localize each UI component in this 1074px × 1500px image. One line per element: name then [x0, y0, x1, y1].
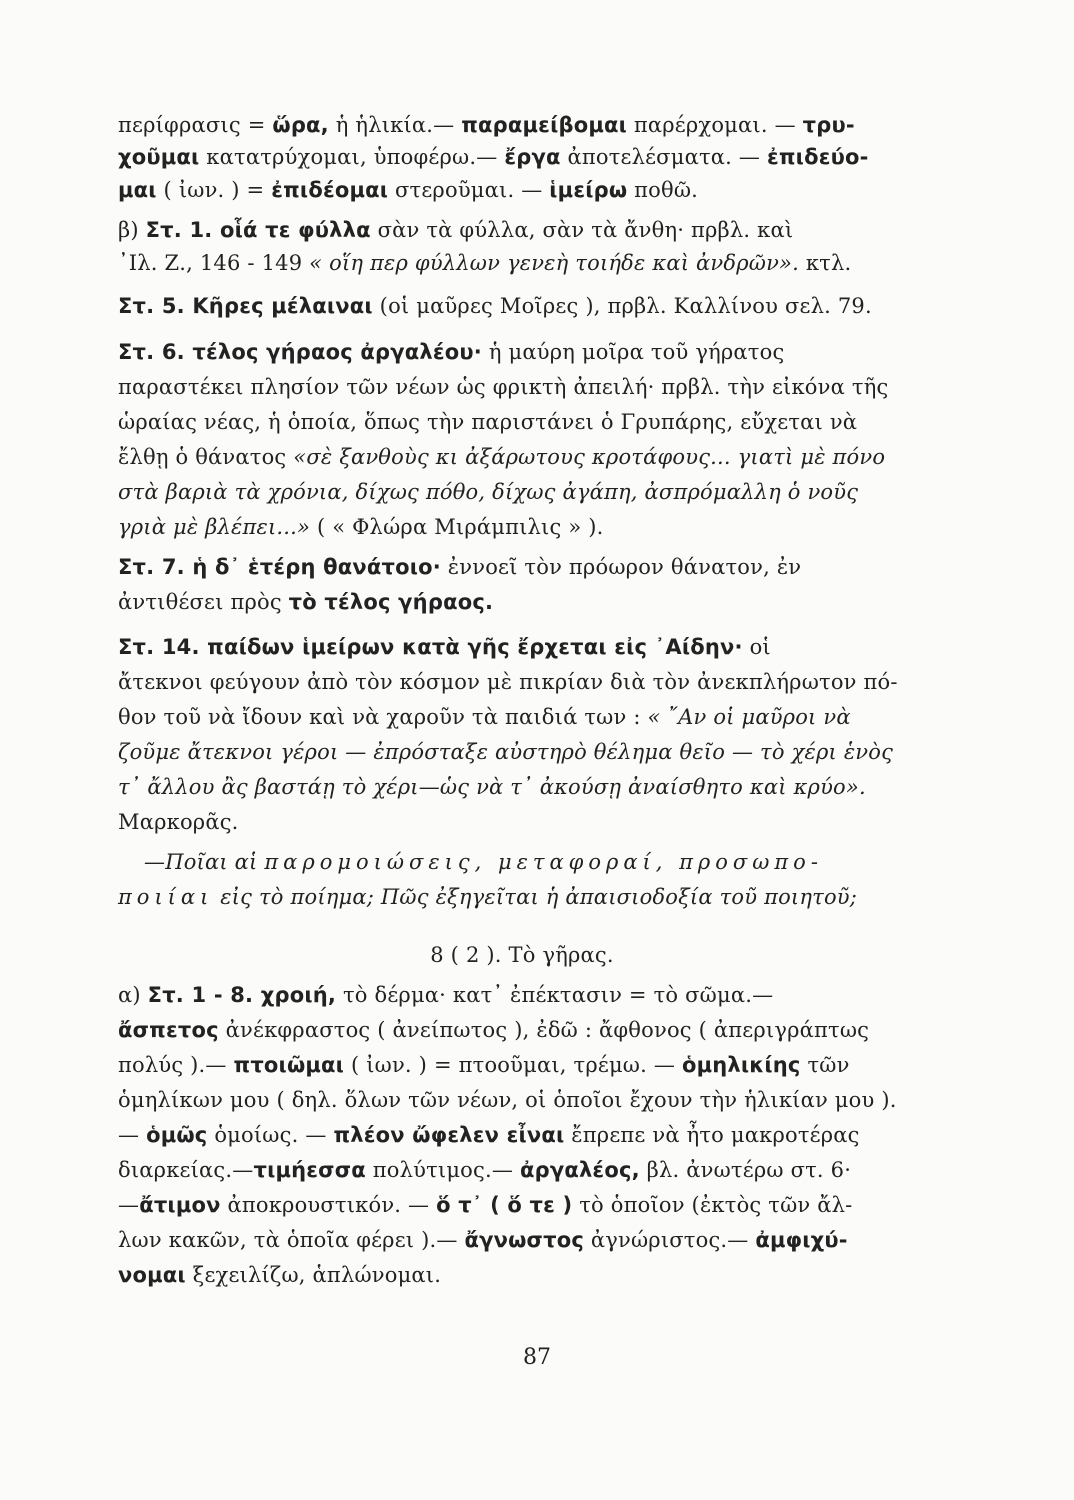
text-run: — [118, 1123, 147, 1147]
text-run: ἀγνώριστος.— [584, 1228, 756, 1252]
text-line [118, 592, 926, 613]
text-line [118, 707, 926, 728]
text-run: ἡ μαύρη μοῖρα τοῦ γήρατος [481, 340, 785, 364]
text-run: κατατρύχομαι, ὑποφέρω.— [199, 145, 505, 169]
bold-term: ὥρα, [272, 113, 329, 137]
text-line [118, 180, 926, 201]
bold-term: ἀμφιχύ- [755, 1228, 848, 1252]
text-line [118, 1265, 926, 1286]
bold-term: μαι [118, 178, 157, 202]
text-line [118, 517, 926, 538]
text-run: παρέρχομαι. — [626, 113, 803, 137]
text-run: οἱ [742, 635, 771, 659]
text-line [118, 447, 926, 468]
italic-quote: τ᾿ ἄλλου ἂς βαστάῃ τὸ χέρι—ὡς νὰ τ᾿ ἀκούσῃ ἀναίσθητο καὶ κρύο». [118, 775, 866, 799]
bold-term: χοῦμαι [118, 145, 200, 169]
text-line [118, 1055, 926, 1076]
italic-quote: —Ποῖαι αἱ [144, 850, 265, 874]
text-line [118, 1090, 926, 1111]
bold-term: ἱμείρω [549, 178, 628, 202]
text-line [118, 887, 926, 908]
text-run: ὡραίας νέας, ἡ ὁποία, ὅπως τὴν παριστάνει ὁ Γρυπάρης, εὔχεται νὰ [118, 410, 858, 434]
text-run: ὁμοίως. — [207, 1123, 334, 1147]
text-run: πολύς ).— [118, 1053, 234, 1077]
text-line [118, 985, 926, 1006]
text-run: τὸ ὁποῖον (ἐκτὸς τῶν ἄλ- [572, 1193, 853, 1217]
text-line [118, 1020, 926, 1041]
text-line [118, 377, 926, 398]
text-line [118, 852, 952, 873]
italic-quote: «σὲ ξανθοὺς κι ἀξάρωτους κροτάφους... γιατὶ μὲ πόνο [293, 445, 886, 469]
bold-term: ἄσπετος [118, 1018, 219, 1042]
text-run: ἔπρεπε νὰ ἦτο μακροτέρας [564, 1123, 860, 1147]
bold-term: ἔργα [504, 145, 561, 169]
italic-quote: « οἵη περ φύλλων γενεὴ τοιήδε καὶ ἀνδρῶν». [309, 251, 799, 275]
bold-term: ἐπιδέομαι [271, 178, 389, 202]
text-run: διαρκείας.— [118, 1158, 254, 1182]
bold-term: ἀργαλέος, [519, 1158, 640, 1182]
italic-quote: γριὰ μὲ βλέπει...» [118, 515, 311, 539]
text-run: (οἱ μαῦρες Μοῖρες ), πρβλ. Καλλίνου σελ. 79. [372, 294, 872, 318]
bold-term: Στ. 5. Κῆρες μέλαιναι [118, 294, 373, 318]
italic-quote: εἰς τὸ ποίημα; Πῶς ἐξηγεῖται ἡ ἀπαισιοδοξία τοῦ ποιητοῦ; [213, 885, 858, 909]
text-run: ( « Φλώρα Μιράμπιλις » ). [310, 515, 604, 539]
text-run: β) [118, 218, 146, 242]
text-run: ἔλθῃ ὁ θάνατος [118, 445, 294, 469]
italic-quote: ζοῦμε ἄτεκνοι γέροι — ἐπρόσταξε αὐστηρὸ θέλημα θεῖο — τὸ χέρι ἑνὸς [118, 740, 894, 764]
text-line [118, 296, 926, 317]
bold-term: Στ. 1. οἷά τε φύλλα [145, 218, 371, 242]
text-run: βλ. ἀνωτέρω στ. 6· [639, 1158, 852, 1182]
text-run: στεροῦμαι. — [388, 178, 550, 202]
text-run: ἄτεκνοι φεύγουν ἀπὸ τὸν κόσμον μὲ πικρίαν διὰ τὸν ἀνεκπλήρωτον πό- [118, 670, 898, 694]
italic-quote: « ῎Αν οἱ μαῦροι νὰ [647, 705, 851, 729]
text-run: ποθῶ. [627, 178, 699, 202]
text-line [118, 342, 926, 363]
text-run: σὰν τὰ φύλλα, σὰν τὰ ἄνθη· πρβλ. καὶ [370, 218, 794, 242]
text-line [118, 557, 926, 578]
text-run: πολύτιμος.— [365, 1158, 520, 1182]
text-run: ἀποτελέσματα. — [560, 145, 767, 169]
text-run: ἀντιθέσει πρὸς [118, 590, 289, 614]
text-run: 8 ( 2 ). Τὸ γῆρας. [430, 943, 614, 967]
text-run: ᾿Ιλ. Ζ., 146 - 149 [118, 251, 310, 275]
text-line [118, 812, 926, 833]
bold-term: ὅ τ᾿ ( ὅ τε ) [436, 1193, 573, 1217]
text-run: ἀποκρουστικόν. — [220, 1193, 437, 1217]
bold-term: Στ. 1 - 8. χροιή, [147, 983, 337, 1007]
text-run: θον τοῦ νὰ ἴδουν καὶ νὰ χαροῦν τὰ παιδιά των : [118, 705, 648, 729]
text-run: ξεχειλίζω, ἁπλώνομαι. [185, 1263, 442, 1287]
text-run: — [118, 1193, 140, 1217]
text-line [118, 1125, 926, 1146]
bold-term: πτοιῶμαι [233, 1053, 345, 1077]
text-run: ἡ ἡλικία.— [328, 113, 462, 137]
bold-term: τιμήεσσα [253, 1158, 366, 1182]
text-line [118, 412, 926, 433]
italic-quote: παρομοιώσεις, μεταφοραί, προσωπο- [264, 850, 823, 874]
bold-term: Στ. 14. παίδων ἱμείρων κατὰ γῆς ἔρχεται εἰς ᾿Αίδην· [118, 635, 743, 659]
text-run: ἀνέκφραστος ( ἀνείπωτος ), ἐδῶ : ἄφθονος ( ἀπεριγράπτως [218, 1018, 870, 1042]
text-run: λων κακῶν, τὰ ὁποῖα φέρει ).— [118, 1228, 465, 1252]
bold-term: ἄτιμον [139, 1193, 221, 1217]
text-run: α) [118, 983, 148, 1007]
text-run: παραστέκει πλησίον τῶν νέων ὡς φρικτὴ ἀπειλή· πρβλ. τὴν εἰκόνα τῆς [118, 375, 889, 399]
text-run: τὸ δέρμα· κατ᾿ ἐπέκτασιν = τὸ σῶμα.— [336, 983, 774, 1007]
italic-quote: στὰ βαριὰ τὰ χρόνια, δίχως πόθο, δίχως ἀγάπη, ἀσπρόμαλλη ὁ νοῦς [118, 480, 859, 504]
text-line [118, 482, 926, 503]
bold-term: ὁμῶς [146, 1123, 208, 1147]
text-line [118, 777, 926, 798]
bold-term: παραμείβομαι [461, 113, 627, 137]
text-run: κτλ. [798, 251, 852, 275]
italic-quote: ποιίαι [118, 885, 214, 909]
bold-term: ἄγνωστος [464, 1228, 584, 1252]
text-line [118, 1230, 926, 1251]
text-run: ( ἰων. ) = πτοοῦμαι, τρέμω. — [344, 1053, 682, 1077]
text-line [118, 672, 926, 693]
bold-term: νομαι [118, 1263, 186, 1287]
text-run: περίφρασις = [118, 113, 273, 137]
page-number: 87 [523, 1345, 551, 1370]
bold-term: πλέον ὤφελεν εἶναι [333, 1123, 565, 1147]
bold-term: ὁμηλικίης [681, 1053, 801, 1077]
bold-term: ἐπιδεύο- [766, 145, 869, 169]
text-line [118, 945, 926, 966]
text-run: Μαρκορᾶς. [118, 810, 239, 834]
bold-term: Στ. 6. τέλος γήραος ἀργαλέου· [118, 340, 482, 364]
text-run: τῶν [800, 1053, 850, 1077]
text-line [118, 147, 926, 168]
text-run: ὁμηλίκων μου ( δηλ. ὅλων τῶν νέων, οἱ ὁποῖοι ἔχουν τὴν ἡλικίαν μου ). [118, 1088, 897, 1112]
text-line [118, 1195, 926, 1216]
text-line [118, 115, 926, 136]
text-run: ἐννοεῖ τὸν πρόωρον θάνατον, ἐν [440, 555, 802, 579]
text-line [118, 220, 926, 241]
text-line [118, 742, 926, 763]
bold-term: τρυ- [802, 113, 855, 137]
text-run: ( ἰων. ) = [156, 178, 272, 202]
text-line [118, 1160, 926, 1181]
text-line [118, 253, 926, 274]
bold-term: Στ. 7. ἡ δ᾿ ἑτέρη θανάτοιο· [118, 555, 441, 579]
text-line [118, 637, 926, 658]
bold-term: τὸ τέλος γήραος. [288, 590, 494, 614]
